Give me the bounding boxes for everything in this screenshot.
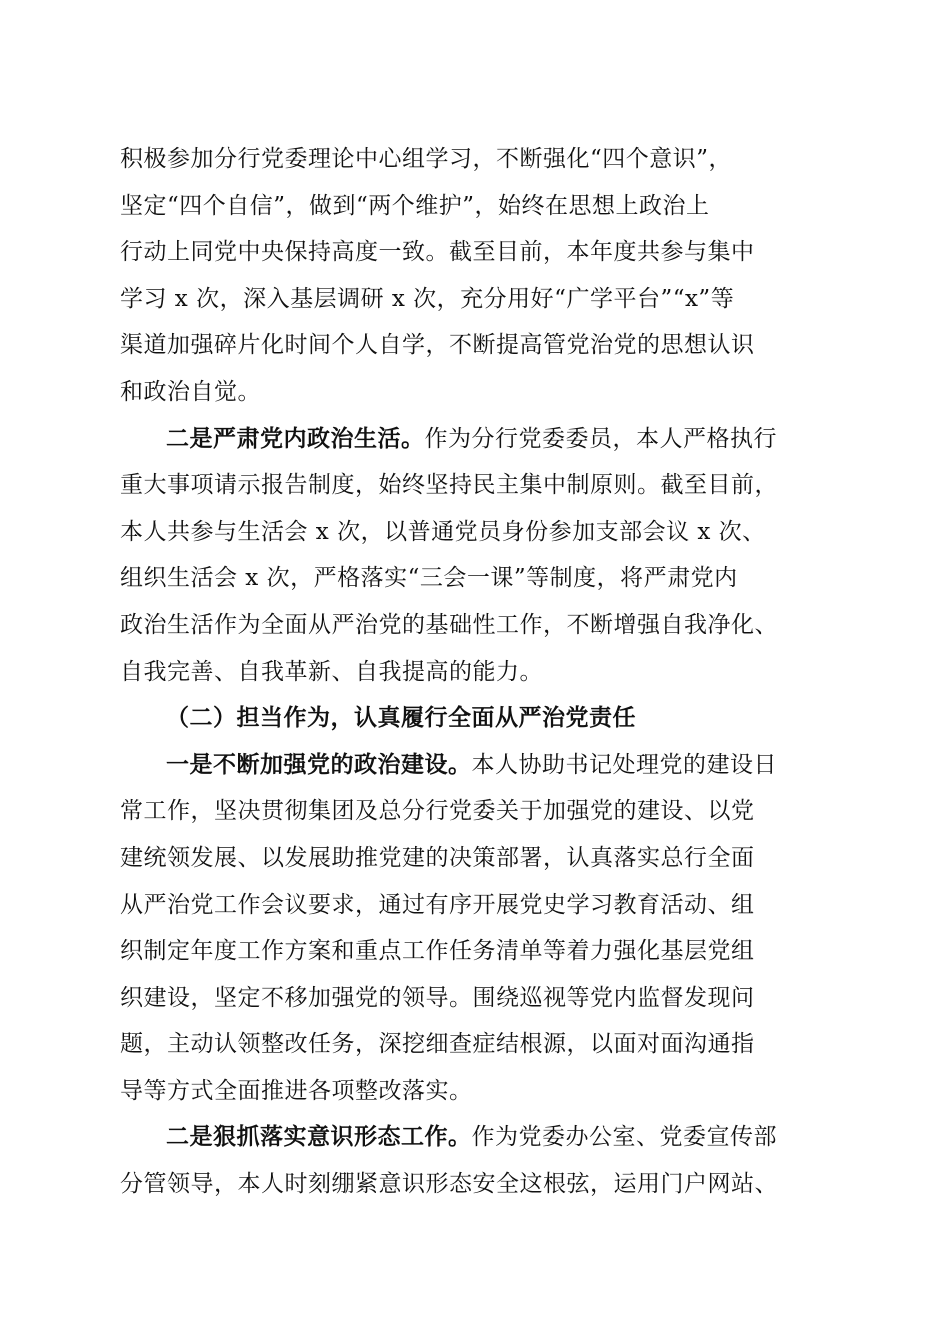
paragraph-lead: 二是狠抓落实意识形态工作。 [166,1123,472,1151]
paragraph-line: 分管领导，本人时刻绷紧意识形态安全这根弦，运用门户网站、 [120,1171,778,1198]
paragraph-line: 组织生活会 x 次，严格落实“三会一课”等制度，将严肃党内 [120,565,738,592]
paragraph-lead: 一是不断加强党的政治建设。 [166,750,472,778]
paragraph-line: 建统领发展、以发展助推党建的决策部署，认真落实总行全面 [120,844,755,871]
paragraph-line: 行动上同党中央保持高度一致。截至目前，本年度共参与集中 [120,239,755,266]
paragraph-line: 和政治自觉。 [120,378,261,405]
paragraph-first-line [120,1114,820,1161]
paragraph-line: 学习 x 次，深入基层调研 x 次，充分用好“广学平台”“x”等 [120,285,735,312]
paragraph-text: 作为党委办公室、党委宣传部 [471,1124,777,1151]
paragraph-lead: 二是严肃党内政治生活。 [166,424,425,452]
paragraph-first-line [120,416,820,463]
paragraph-line: 本人共参与生活会 x 次，以普通党员身份参加支部会议 x 次、 [120,518,766,545]
paragraph-first-line [120,742,820,789]
paragraph-line: 题，主动认领整改任务，深挖细查症结根源，以面对面沟通指 [120,1031,755,1058]
paragraph-line: 重大事项请示报告制度，始终坚持民主集中制原则。截至目前， [120,472,778,499]
paragraph-line: 自我完善、自我革新、自我提高的能力。 [120,658,543,685]
paragraph-text: 作为分行党委委员，本人严格执行 [424,425,777,452]
paragraph-line: 织制定年度工作方案和重点工作任务清单等着力强化基层党组 [120,938,755,965]
paragraph-text: 本人协助书记处理党的建设日 [471,751,777,778]
paragraph-line: 常工作，坚决贯彻集团及总分行党委关于加强党的建设、以党 [120,798,755,825]
paragraph-line: 织建设，坚定不移加强党的领导。围绕巡视等党内监督发现问 [120,984,755,1011]
section-heading: （二）担当作为，认真履行全面从严治党责任 [166,704,636,732]
paragraph-line: 从严治党工作会议要求，通过有序开展党史学习教育活动、组 [120,891,755,918]
paragraph-line: 政治生活作为全面从严治党的基础性工作，不断增强自我净化、 [120,611,778,638]
paragraph-line: 积极参加分行党委理论中心组学习，不断强化“四个意识”， [120,146,733,172]
document-body [120,136,820,1208]
paragraph-line: 导等方式全面推进各项整改落实。 [120,1077,473,1104]
paragraph-line: 坚定“四个自信”，做到“两个维护”，始终在思想上政治上 [120,192,710,219]
paragraph-line: 渠道加强碎片化时间个人自学，不断提高管党治党的思想认识 [120,332,755,359]
